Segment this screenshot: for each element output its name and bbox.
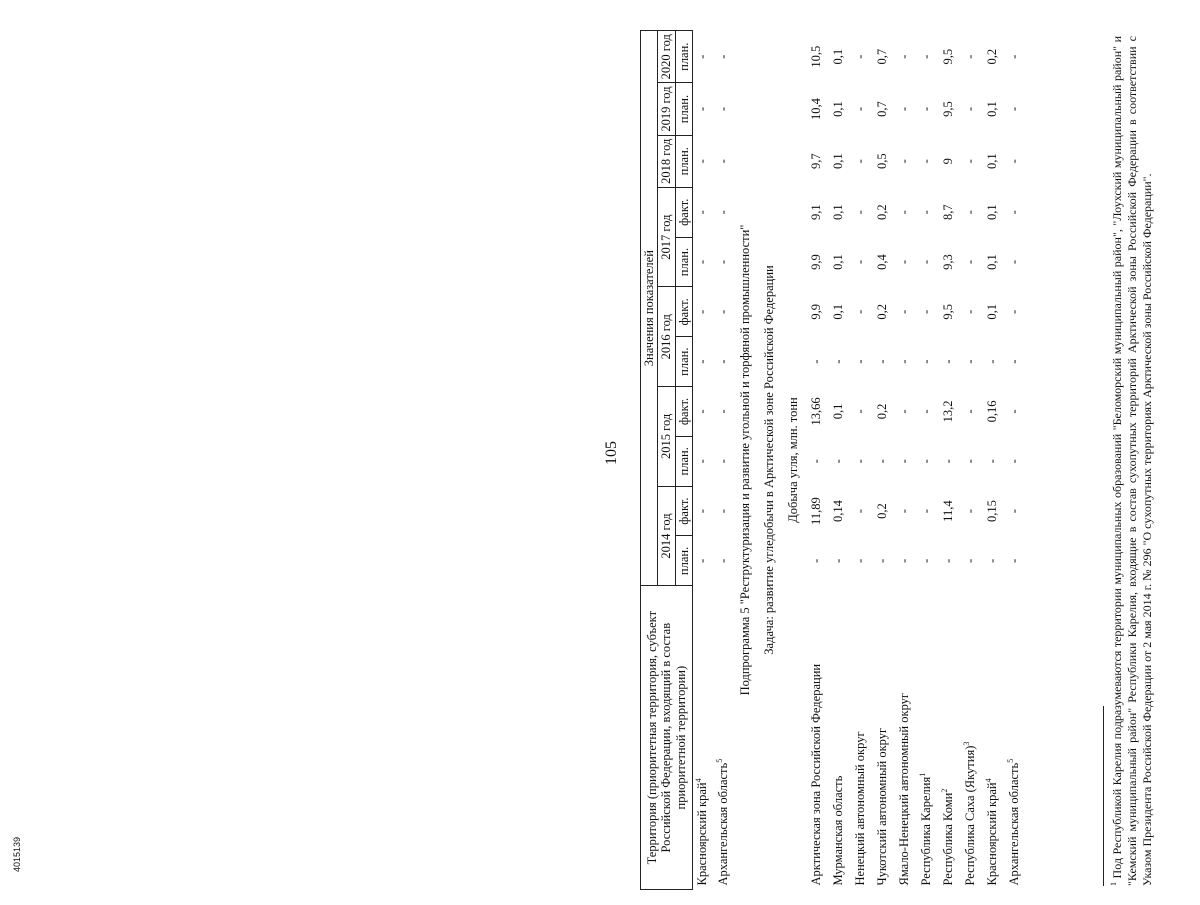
value-cell: - [716, 54, 731, 59]
territory-cell: Мурманская область [831, 775, 846, 886]
value-cell: 0,2 [875, 503, 890, 519]
value-cell: - [809, 558, 824, 563]
value-cell: 0,1 [831, 48, 846, 65]
value-cell: - [853, 459, 868, 464]
value-cell: - [809, 359, 824, 364]
value-cell: - [963, 106, 978, 112]
plan-header: план. [675, 436, 692, 486]
task-title: Задача: развитие угледобычи в Арктической зоне Российской Федерации [762, 265, 777, 655]
value-cell: - [897, 259, 912, 265]
value-cell: - [919, 159, 934, 164]
value-cell: 0,1 [985, 304, 1000, 320]
value-cell: 0,7 [875, 48, 890, 65]
table-row [807, 31, 829, 890]
value-cell: - [963, 259, 978, 265]
value-cell: 0,1 [985, 101, 1000, 117]
value-cell: 9,9 [809, 304, 824, 320]
value-cell: 0,1 [985, 254, 1000, 270]
value-cell: - [897, 106, 912, 112]
value-cell: - [985, 359, 1000, 364]
territory-cell: Республика Саха (Якутия)$^3$ [961, 741, 978, 886]
value-cell: - [1007, 509, 1022, 514]
value-cell: - [853, 359, 868, 364]
value-cell: - [897, 409, 912, 414]
value-cell: 13,66 [809, 397, 824, 426]
value-cell: - [1007, 54, 1022, 59]
value-cell: - [716, 259, 731, 265]
territory-cell: Красноярский край$^4$ [693, 778, 710, 886]
value-cell: - [831, 459, 846, 464]
value-cell: - [875, 558, 890, 563]
territory-cell: Арктическая зона Российской Федерации [809, 663, 824, 886]
value-cell: 0,1 [831, 254, 846, 270]
value-cell: 0,1 [985, 153, 1000, 170]
year-header: 2015 год [658, 387, 675, 487]
value-cell: 0,2 [875, 304, 890, 320]
value-cell: - [919, 106, 934, 112]
table-row [851, 31, 873, 890]
value-cell: - [941, 558, 956, 563]
indicators-header: Значения показателей [641, 31, 658, 586]
value-cell: - [809, 459, 824, 464]
value-cell: 9,3 [941, 254, 956, 270]
value-cell: - [695, 210, 710, 215]
indicator-rows [807, 31, 1027, 890]
table-row [693, 31, 715, 890]
value-cell: - [853, 309, 868, 314]
value-cell: - [716, 210, 731, 215]
value-cell: - [963, 309, 978, 314]
value-cell: - [919, 509, 934, 514]
territory-cell: Республика Коми$^2$ [939, 788, 956, 886]
value-cell: - [919, 309, 934, 314]
value-cell: - [897, 210, 912, 215]
value-cell: - [1007, 359, 1022, 364]
value-cell: - [963, 409, 978, 414]
value-cell: - [919, 558, 934, 563]
value-cell: 9,7 [809, 153, 824, 170]
value-cell: - [695, 558, 710, 563]
value-cell: - [897, 309, 912, 314]
value-cell: - [695, 54, 710, 59]
value-cell: - [716, 558, 731, 563]
value-cell: - [897, 359, 912, 364]
value-cell: - [1007, 106, 1022, 112]
value-cell: - [985, 558, 1000, 563]
value-cell: - [695, 509, 710, 514]
table-row [983, 31, 1005, 890]
year-header: 2016 год [658, 287, 675, 387]
value-cell: 9 [941, 158, 956, 165]
plan-header: план. [675, 536, 692, 586]
value-cell: 0,16 [985, 400, 1000, 423]
value-cell: 0,7 [875, 101, 890, 117]
territory-cell: Архангельская область$^5$ [1005, 758, 1022, 886]
value-cell: 0,1 [985, 204, 1000, 221]
value-cell: - [853, 210, 868, 215]
year-header: 2019 год [658, 83, 675, 135]
value-cell: - [919, 210, 934, 215]
territory-cell: Чукотский автономный округ [875, 727, 890, 886]
indicators-table [640, 30, 1027, 890]
value-cell: - [963, 159, 978, 164]
value-cell: - [853, 106, 868, 112]
territory-header: Территория (приоритетная территория, субъект Российской Федерации, входящий в состав приоритетной территории) [641, 586, 693, 890]
value-cell: 9,5 [941, 48, 956, 65]
value-cell: 0,2 [875, 204, 890, 221]
value-cell: - [695, 409, 710, 414]
value-cell: - [963, 54, 978, 59]
year-header: 2014 год [658, 486, 675, 586]
value-cell: - [897, 159, 912, 164]
value-cell: - [985, 459, 1000, 464]
table-row [917, 31, 939, 890]
value-cell: - [853, 159, 868, 164]
value-cell: - [1007, 409, 1022, 414]
value-cell: - [919, 409, 934, 414]
value-cell: - [853, 259, 868, 265]
page-number: 105 [603, 441, 620, 465]
table-row [829, 31, 851, 890]
value-cell: 0,4 [875, 254, 890, 270]
value-cell: 10,4 [809, 98, 824, 120]
plan-header: план. [675, 31, 692, 83]
value-cell: - [897, 509, 912, 514]
value-cell: 8,7 [941, 204, 956, 221]
value-cell: 10,5 [809, 45, 824, 68]
footnote-divider [1103, 706, 1104, 886]
territory-cell: Республика Карелия$^1$ [917, 772, 934, 886]
value-cell: 0,1 [831, 204, 846, 221]
fact-header: факт. [675, 486, 692, 536]
document-code: 4015139 [12, 836, 22, 872]
value-cell: - [716, 459, 731, 464]
value-cell: - [941, 359, 956, 364]
table-row [961, 31, 983, 890]
value-cell: - [695, 309, 710, 314]
subprogram-title: Подпрограмма 5 "Реструктуризация и развитие угольной и торфяной промышленности" [738, 224, 753, 696]
value-cell: - [1007, 558, 1022, 563]
plan-header: план. [675, 337, 692, 387]
value-cell: - [897, 459, 912, 464]
value-cell: - [695, 459, 710, 464]
value-cell: - [875, 359, 890, 364]
value-cell: - [853, 409, 868, 414]
value-cell: - [919, 359, 934, 364]
value-cell: - [897, 558, 912, 563]
value-cell: - [1007, 309, 1022, 314]
value-cell: 0,1 [831, 101, 846, 117]
value-cell: 0,2 [875, 403, 890, 420]
value-cell: - [875, 459, 890, 464]
value-cell: - [831, 558, 846, 563]
year-header: 2018 год [658, 135, 675, 187]
territory-cell: Архангельская область$^5$ [714, 758, 731, 886]
territory-cell: Красноярский край$^4$ [983, 778, 1000, 886]
value-cell: - [919, 459, 934, 464]
value-cell: 0,5 [875, 153, 890, 170]
table-row [1005, 31, 1027, 890]
indicator-title: Добыча угля, млн. тонн [786, 397, 801, 523]
footnote: $^1$ Под Республикой Карелия подразумеваются территории муниципальных образований "Беломорский муниципальный район", "Лоухский муниципальный район" и "Кемский муниципальный район" Республики Карелия, входящие в состав сухопутных территорий Арктической зоны Российской Федерации в соответствии с Указом Президента Российской Федерации от 2 мая 2014 г. № 296 "О сухопутных территориях Арктической зоны Российской Федерации". [1109, 35, 1154, 886]
year-header: 2020 год [658, 31, 675, 83]
value-cell: - [716, 409, 731, 414]
value-cell: - [695, 259, 710, 265]
value-cell: - [963, 509, 978, 514]
year-header: 2017 год [658, 187, 675, 287]
value-cell: 9,1 [809, 204, 824, 221]
value-cell: - [716, 359, 731, 364]
value-cell: - [1007, 459, 1022, 464]
value-cell: - [695, 159, 710, 164]
value-cell: - [897, 54, 912, 59]
fact-header: факт. [675, 387, 692, 437]
value-cell: 0,1 [831, 403, 846, 420]
value-cell: 9,5 [941, 304, 956, 320]
plan-header: план. [675, 83, 692, 135]
table-row [873, 31, 895, 890]
value-cell: 9,9 [809, 254, 824, 270]
value-cell: 9,5 [941, 101, 956, 117]
value-cell: 0,14 [831, 500, 846, 523]
value-cell: - [963, 359, 978, 364]
value-cell: - [853, 558, 868, 563]
table-row [895, 31, 917, 890]
value-cell: 0,1 [831, 153, 846, 170]
value-cell: 0,2 [985, 48, 1000, 65]
value-cell: - [963, 210, 978, 215]
value-cell: - [963, 459, 978, 464]
value-cell: - [853, 54, 868, 59]
value-cell: - [831, 359, 846, 364]
rotated-page [640, 30, 1200, 890]
value-cell: - [716, 106, 731, 112]
value-cell: 0,15 [985, 500, 1000, 523]
plan-header: план. [675, 135, 692, 187]
value-cell: - [1007, 159, 1022, 164]
value-cell: - [919, 54, 934, 59]
value-cell: - [695, 359, 710, 364]
value-cell: 11,89 [809, 497, 824, 525]
value-cell: - [853, 509, 868, 514]
fact-header: факт. [675, 287, 692, 337]
table-row [714, 31, 735, 890]
value-cell: - [919, 259, 934, 265]
value-cell: - [695, 106, 710, 112]
value-cell: - [1007, 210, 1022, 215]
table-row [939, 31, 961, 890]
territory-cell: Ямало-Ненецкий автономный округ [897, 692, 912, 886]
value-cell: - [1007, 259, 1022, 265]
value-cell: - [716, 309, 731, 314]
plan-header: план. [675, 237, 692, 287]
value-cell: 0,1 [831, 304, 846, 320]
value-cell: - [941, 459, 956, 464]
value-cell: 13,2 [941, 400, 956, 423]
value-cell: - [963, 558, 978, 563]
territory-cell: Ненецкий автономный округ [853, 731, 868, 886]
value-cell: 11,4 [941, 500, 956, 522]
fact-header: факт. [675, 187, 692, 237]
value-cell: - [716, 509, 731, 514]
value-cell: - [716, 159, 731, 164]
